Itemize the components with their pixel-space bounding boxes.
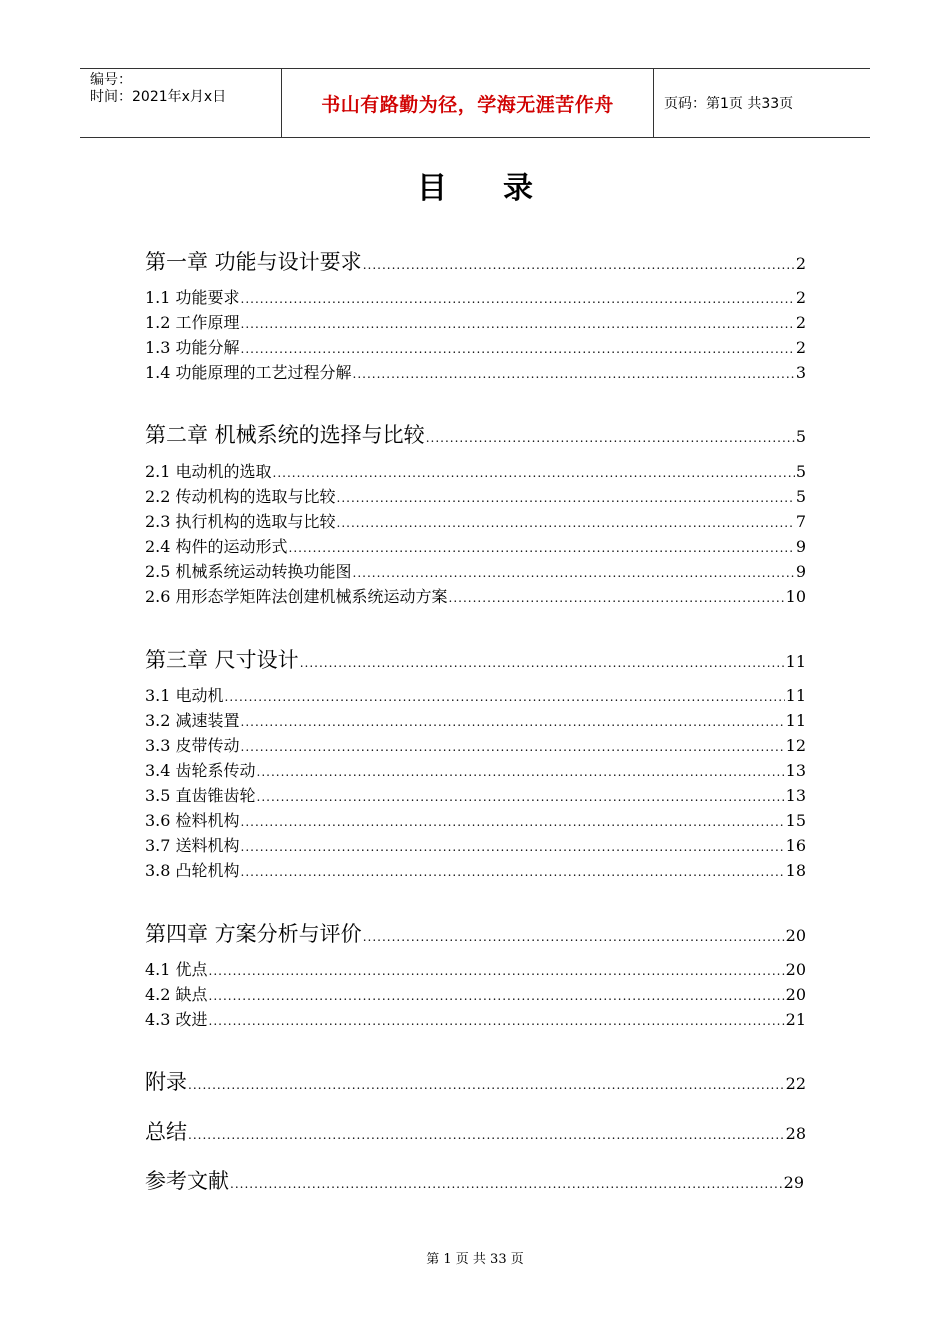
toc-entry-label: 2.3 执行机构的选取与比较 bbox=[145, 512, 336, 531]
header-meta-cell bbox=[80, 69, 282, 137]
toc-entry-page: 2 bbox=[795, 338, 806, 357]
page-footer: 第 1 页 共 33 页 bbox=[426, 1252, 524, 1267]
toc-entry[interactable] bbox=[145, 1116, 806, 1144]
toc-entry-label: 第一章 功能与设计要求 bbox=[145, 250, 362, 274]
toc-entry-label: 3.2 减速装置 bbox=[145, 711, 240, 730]
header-page-cell bbox=[654, 69, 870, 137]
dot-leader bbox=[188, 1078, 785, 1092]
dot-leader bbox=[241, 815, 785, 829]
toc-entry[interactable] bbox=[145, 858, 806, 880]
dot-leader bbox=[230, 1177, 783, 1191]
dot-leader bbox=[257, 765, 785, 779]
toc-entry-label: 参考文献 bbox=[145, 1169, 229, 1193]
toc-entry-label: 1.4 功能原理的工艺过程分解 bbox=[145, 363, 352, 382]
toc-entry-page: 11 bbox=[785, 711, 806, 730]
toc-entry-label: 3.8 凸轮机构 bbox=[145, 861, 240, 880]
toc-entry-label: 第四章 方案分析与评价 bbox=[145, 922, 362, 946]
dot-leader bbox=[363, 258, 795, 272]
header-motto-cell bbox=[282, 69, 654, 137]
dot-leader bbox=[188, 1128, 785, 1142]
toc-entry-label: 3.4 齿轮系传动 bbox=[145, 761, 256, 780]
toc-entry[interactable] bbox=[145, 918, 806, 946]
toc-entry-page: 12 bbox=[785, 736, 806, 755]
toc-entry[interactable] bbox=[145, 982, 806, 1004]
page-title bbox=[0, 163, 950, 207]
toc-entry[interactable] bbox=[145, 833, 806, 855]
title-char-2: 录 bbox=[503, 171, 533, 206]
toc-entry[interactable] bbox=[145, 459, 806, 481]
toc-entry-label: 2.4 构件的运动形式 bbox=[145, 537, 288, 556]
dot-leader bbox=[209, 964, 785, 978]
toc-entry-label: 3.5 直齿锥齿轮 bbox=[145, 786, 256, 805]
toc-entry-page: 22 bbox=[785, 1074, 806, 1093]
toc-entry[interactable] bbox=[145, 285, 806, 307]
dot-leader bbox=[241, 865, 785, 879]
page-info: 页码：第1页 共33页 bbox=[664, 96, 794, 112]
toc-entry-page: 7 bbox=[795, 512, 806, 531]
toc-entry-page: 11 bbox=[785, 686, 806, 705]
title-char-1: 目 bbox=[417, 171, 447, 206]
dot-leader bbox=[241, 840, 785, 854]
toc-entry[interactable] bbox=[145, 808, 806, 830]
toc-entry-label: 2.5 机械系统运动转换功能图 bbox=[145, 562, 352, 581]
toc-entry[interactable] bbox=[145, 360, 806, 382]
dot-leader bbox=[353, 367, 795, 381]
toc-entry-label: 1.3 功能分解 bbox=[145, 338, 240, 357]
motto-text: 书山有路勤为径，学海无涯苦作舟 bbox=[321, 93, 614, 116]
toc-entry[interactable] bbox=[145, 484, 806, 506]
toc-entry-label: 2.1 电动机的选取 bbox=[145, 462, 272, 481]
toc-entry-page: 9 bbox=[795, 537, 806, 556]
toc-entry[interactable] bbox=[145, 509, 806, 531]
toc-entry-page: 13 bbox=[785, 786, 806, 805]
dot-leader bbox=[289, 541, 795, 555]
toc-entry-label: 2.2 传动机构的选取与比较 bbox=[145, 487, 336, 506]
toc-entry[interactable] bbox=[145, 957, 806, 979]
toc-entry-label: 第三章 尺寸设计 bbox=[145, 648, 299, 672]
dot-leader bbox=[273, 466, 795, 480]
toc-entry-page: 9 bbox=[795, 562, 806, 581]
toc-entry[interactable] bbox=[145, 1165, 804, 1193]
toc-entry[interactable] bbox=[145, 310, 806, 332]
document-header bbox=[80, 68, 870, 138]
dot-leader bbox=[337, 516, 795, 530]
dot-leader bbox=[241, 740, 785, 754]
toc-entry[interactable] bbox=[145, 708, 806, 730]
toc-entry-label: 3.1 电动机 bbox=[145, 686, 224, 705]
dot-leader bbox=[225, 690, 785, 704]
toc-entry[interactable] bbox=[145, 758, 806, 780]
toc-entry-page: 10 bbox=[785, 587, 806, 606]
toc-entry[interactable] bbox=[145, 733, 806, 755]
toc-entry-page: 15 bbox=[785, 811, 806, 830]
toc-entry[interactable] bbox=[145, 683, 806, 705]
toc-entry-label: 1.1 功能要求 bbox=[145, 288, 240, 307]
dot-leader bbox=[241, 292, 795, 306]
toc-entry-label: 1.2 工作原理 bbox=[145, 313, 240, 332]
toc-entry-label: 3.3 皮带传动 bbox=[145, 736, 240, 755]
toc-entry[interactable] bbox=[145, 246, 806, 274]
dot-leader bbox=[241, 317, 795, 331]
toc-entry-page: 11 bbox=[785, 652, 806, 671]
dot-leader bbox=[257, 790, 785, 804]
toc-entry[interactable] bbox=[145, 534, 806, 556]
dot-leader bbox=[337, 491, 795, 505]
toc-entry[interactable] bbox=[145, 584, 806, 606]
dot-leader bbox=[209, 989, 785, 1003]
toc-entry-label: 4.3 改进 bbox=[145, 1010, 208, 1029]
toc-entry-page: 13 bbox=[785, 761, 806, 780]
toc-entry-page: 5 bbox=[795, 487, 806, 506]
toc-entry[interactable] bbox=[145, 419, 806, 447]
toc-entry-page: 2 bbox=[795, 313, 806, 332]
toc-entry-page: 16 bbox=[785, 836, 806, 855]
dot-leader bbox=[241, 715, 785, 729]
toc-entry[interactable] bbox=[145, 1066, 806, 1094]
dot-leader bbox=[300, 656, 785, 670]
toc-entry[interactable] bbox=[145, 1007, 806, 1029]
toc-entry-page: 20 bbox=[785, 960, 806, 979]
dot-leader bbox=[241, 342, 795, 356]
toc-entry[interactable] bbox=[145, 783, 806, 805]
toc-entry-page: 29 bbox=[783, 1173, 804, 1192]
toc-entry-page: 18 bbox=[785, 861, 806, 880]
toc-entry[interactable] bbox=[145, 644, 806, 672]
toc-entry-page: 2 bbox=[795, 288, 806, 307]
toc-entry-page: 20 bbox=[785, 926, 806, 945]
date-label: 时间：2021年x月x日 bbox=[90, 89, 227, 105]
toc-entry-label: 附录 bbox=[145, 1070, 187, 1094]
code-label: 编号： bbox=[90, 72, 132, 88]
dot-leader bbox=[426, 431, 795, 445]
toc-entry-label: 4.1 优点 bbox=[145, 960, 208, 979]
toc-entry[interactable] bbox=[145, 559, 806, 581]
dot-leader bbox=[353, 566, 795, 580]
toc-entry-page: 21 bbox=[785, 1010, 806, 1029]
dot-leader bbox=[449, 591, 785, 605]
toc-entry-label: 总结 bbox=[145, 1120, 187, 1144]
toc-entry-page: 5 bbox=[795, 427, 806, 446]
toc-entry-page: 20 bbox=[785, 985, 806, 1004]
toc-entry[interactable] bbox=[145, 335, 806, 357]
toc-entry-label: 3.7 送料机构 bbox=[145, 836, 240, 855]
toc-entry-label: 3.6 检料机构 bbox=[145, 811, 240, 830]
toc-entry-page: 3 bbox=[795, 363, 806, 382]
toc-entry-label: 4.2 缺点 bbox=[145, 985, 208, 1004]
toc-entry-page: 28 bbox=[785, 1124, 806, 1143]
toc-entry-page: 2 bbox=[795, 254, 806, 273]
toc-entry-label: 第二章 机械系统的选择与比较 bbox=[145, 423, 425, 447]
toc-entry-page: 5 bbox=[795, 462, 806, 481]
dot-leader bbox=[209, 1014, 785, 1028]
dot-leader bbox=[363, 930, 785, 944]
toc-entry-label: 2.6 用形态学矩阵法创建机械系统运动方案 bbox=[145, 587, 448, 606]
